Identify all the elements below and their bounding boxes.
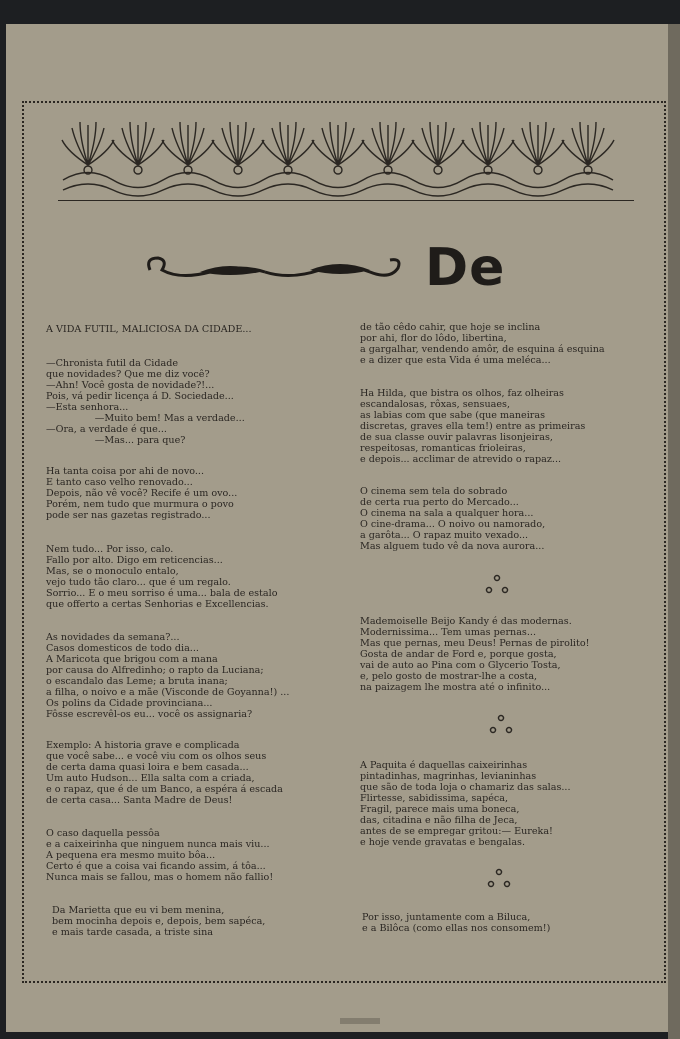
rule-line (58, 200, 634, 201)
text-line: Ha Hilda, que bistra os olhos, faz olheiras (360, 388, 564, 399)
text-line: A pequena era mesmo muito bôa... (46, 850, 216, 861)
text-line: Da Marietta que eu vi bem menina, (52, 905, 225, 916)
text-line: A VIDA FUTIL, MALICIOSA DA CIDADE... (46, 324, 252, 335)
text-line: Depois, não vê você? Recife é um ovo... (46, 488, 238, 499)
text-line: Exemplo: A historia grave e complicada (46, 740, 240, 751)
text-line: que são de toda loja o chamariz das salas... (360, 782, 571, 793)
page-footer-mark (340, 1018, 380, 1024)
text-line: O cinema na sala a qualquer hora... (360, 508, 534, 519)
text-line: escandalosas, rôxas, sensuaes, (360, 399, 511, 410)
left-column-block-6 (46, 740, 283, 806)
text-line: antes de se empregar gritou:— Eureka! (360, 826, 553, 837)
text-line: Mas alguem tudo vê da nova aurora... (360, 541, 545, 552)
left-column-block-1 (46, 324, 252, 335)
text-line: as labias com que sabe (que maneiras (360, 410, 545, 421)
text-line: e hoje vende gravatas e bengalas. (360, 837, 526, 848)
text-line: Por isso, juntamente com a Biluca, (362, 912, 531, 923)
left-column-block-5 (46, 632, 289, 720)
text-line: A Maricota que brigou com a mana (46, 654, 218, 665)
right-column-block-4 (360, 616, 590, 693)
text-line: de tão cêdo cahir, que hoje se inclina (360, 322, 541, 333)
left-column-block-3 (46, 466, 237, 521)
text-line: —Ora, a verdade é que... (46, 424, 167, 435)
text-line: Gosta de andar de Ford e, porque gosta, (360, 649, 557, 660)
text-line: O cinema sem tela do sobrado (360, 486, 508, 497)
text-line: pintadinhas, magrinhas, levianinhas (360, 771, 537, 782)
text-line: o escandalo das Leme; a bruta inana; (46, 676, 228, 687)
text-line: As novidades da semana?... (46, 632, 180, 643)
text-line: Porém, nem tudo que murmura o povo (46, 499, 234, 510)
title-flourish-ornament (140, 250, 410, 290)
article-title: De (425, 238, 506, 298)
text-line: que você sabe... e você viu com os olhos seus (46, 751, 267, 762)
text-line: que offerto a certas Senhorias e Excellencias. (46, 599, 269, 610)
right-column-block-3 (360, 486, 545, 552)
text-line: a garôta... O rapaz muito vexado... (360, 530, 529, 541)
text-line: a filha, o noivo e a mãe (Visconde de Goyanna!) ... (46, 687, 290, 698)
text-line: Sorrio... E o meu sorriso é uma... bala de estalo (46, 588, 278, 599)
text-line: O caso daquella pessôa (46, 828, 160, 839)
text-line: vejo tudo tão claro... que é um regalo. (46, 577, 231, 588)
text-line: vai de auto ao Pina com o Glycerio Tosta, (360, 660, 561, 671)
text-line: e mais tarde casada, a triste sina (52, 927, 213, 938)
text-line: —Ahn! Você gosta de novidade?!... (46, 380, 215, 391)
text-line: Os polins da Cidade provinciana... (46, 698, 213, 709)
text-line: Mas que pernas, meu Deus! Pernas de pirolito! (360, 638, 590, 649)
text-line: e o rapaz, que é de um Banco, a espéra á escada (46, 784, 283, 795)
text-line: Fragil, parece mais uma boneca, (360, 804, 520, 815)
text-line: de sua classe ouvir palavras lisonjeiras, (360, 432, 553, 443)
text-line: Certo é que a coisa vai ficando assim, á tôa... (46, 861, 266, 872)
text-line: Nunca mais se fallou, mas o homem não fallio! (46, 872, 274, 883)
text-line: que novidades? Que me diz você? (46, 369, 210, 380)
text-line: —Muito bem! Mas a verdade... (46, 413, 245, 424)
text-line: Pois, vá pedir licença á D. Sociedade... (46, 391, 234, 402)
text-line: bem mocinha depois e, depois, bem sapéca, (52, 916, 266, 927)
left-column-block-8 (52, 905, 265, 938)
text-line: por causa do Alfredinho; o rapto da Luciana; (46, 665, 264, 676)
text-line: Mas, se o monoculo entalo, (46, 566, 179, 577)
text-line: por ahi, flor do lôdo, libertina, (360, 333, 507, 344)
text-line: Modernissima... Tem umas pernas... (360, 627, 537, 638)
text-line: —Chronista futil da Cidade (46, 358, 179, 369)
text-line: O cine-drama... O noivo ou namorado, (360, 519, 546, 530)
text-line: e a caixeirinha que ninguem nunca mais viu... (46, 839, 270, 850)
left-column-block-2 (46, 358, 245, 446)
right-column-block-5 (360, 760, 571, 848)
text-line: e, pelo gosto de mostrar-lhe a costa, (360, 671, 538, 682)
text-line: Fôsse escrevêl-os eu... você os assignaria? (46, 709, 253, 720)
right-column-block-1 (360, 322, 605, 366)
text-line: na paizagem lhe mostra até o infinito... (360, 682, 551, 693)
text-line: pode ser nas gazetas registrado... (46, 510, 211, 521)
text-line: de certa rua perto do Mercado... (360, 497, 519, 508)
right-column-block-6 (362, 912, 550, 934)
text-line: Casos domesticos de todo dia... (46, 643, 199, 654)
text-line: Ha tanta coisa por ahi de novo... (46, 466, 204, 477)
text-line: Um auto Hudson... Ella salta com a criada, (46, 773, 255, 784)
text-line: E tanto caso velho renovado... (46, 477, 193, 488)
text-line: de certa dama quasi loira e bem casada... (46, 762, 249, 773)
text-line: discretas, graves ella tem!) entre as primeiras (360, 421, 586, 432)
text-line: Flirtesse, sabidissima, sapéca, (360, 793, 509, 804)
left-column-block-7 (46, 828, 273, 883)
dot-divider-ornament (482, 572, 512, 602)
text-line: das, citadina e não filha de Jeca, (360, 815, 518, 826)
palmette-frieze-ornament (58, 110, 622, 198)
text-line: e a dizer que esta Vida é uma meléca... (360, 355, 551, 366)
text-line: de certa casa... Santa Madre de Deus! (46, 795, 233, 806)
text-line: —Mas... para que? (46, 435, 186, 446)
page-edge (668, 24, 680, 1039)
text-line: Nem tudo... Por isso, calo. (46, 544, 174, 555)
text-line: Fallo por alto. Digo em reticencias... (46, 555, 223, 566)
dot-divider-ornament (484, 866, 514, 896)
text-line: Mademoiselle Beijo Kandy é das modernas. (360, 616, 572, 627)
dot-divider-ornament (486, 712, 516, 742)
text-line: e depois... acclimar de atrevido o rapaz... (360, 454, 562, 465)
text-line: respeitosas, romanticas frioleiras, (360, 443, 526, 454)
text-line: a gargalhar, vendendo amôr, de esquina á esquina (360, 344, 605, 355)
left-column-block-4 (46, 544, 277, 610)
text-line: —Esta senhora... (46, 402, 129, 413)
text-line: A Paquita é daquellas caixeirinhas (360, 760, 528, 771)
right-column-block-2 (360, 388, 585, 465)
text-line: e a Bilôca (como ellas nos consomem!) (362, 923, 551, 934)
